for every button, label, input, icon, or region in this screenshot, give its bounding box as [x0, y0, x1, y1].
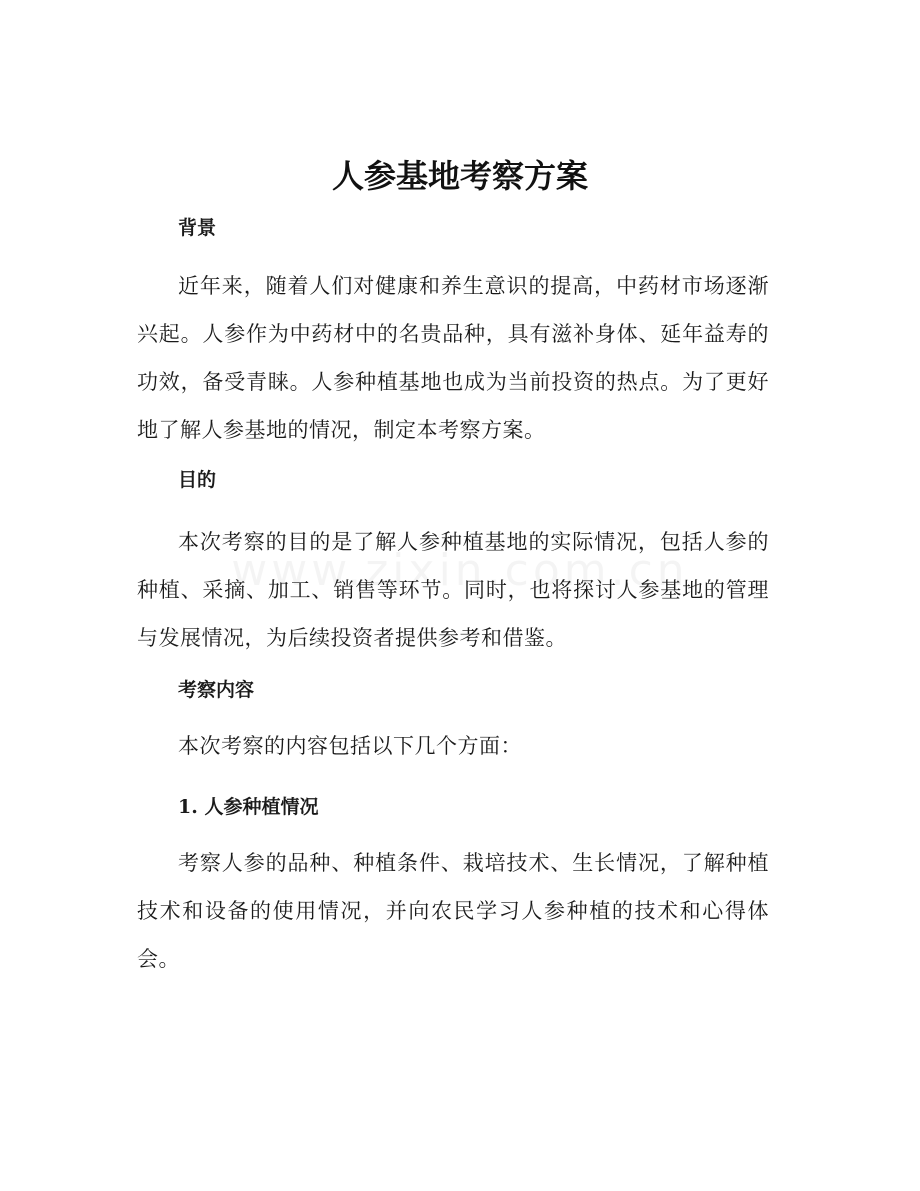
section-heading-background: 背景 [178, 217, 217, 239]
section-heading-purpose: 目的 [178, 469, 217, 491]
document-title: 人参基地考察方案 [331, 157, 588, 195]
section-heading-content: 考察内容 [178, 679, 255, 701]
paragraph-background: 近年来，随着人们对健康和养生意识的提高，中药材市场逐渐兴起。人参作为中药材中的名贵品种，具有滋补身体、延年益寿的功效，备受青睐。人参种植基地也成为当前投资的热点。为了更好地了解人参基地的情况，制定本考察方案。 [137, 274, 769, 442]
subsection-heading-planting: 1. 人参种植情况 [178, 796, 319, 818]
paragraph-content-intro: 本次考察的内容包括以下几个方面： [178, 734, 522, 758]
paragraph-planting: 考察人参的品种、种植条件、栽培技术、生长情况，了解种植技术和设备的使用情况，并向农民学习人参种植的技术和心得体会。 [137, 851, 769, 971]
paragraph-purpose: 本次考察的目的是了解人参种植基地的实际情况，包括人参的种植、采摘、加工、销售等环节。同时，也将探讨人参基地的管理与发展情况，为后续投资者提供参考和借鉴。 [137, 530, 769, 650]
